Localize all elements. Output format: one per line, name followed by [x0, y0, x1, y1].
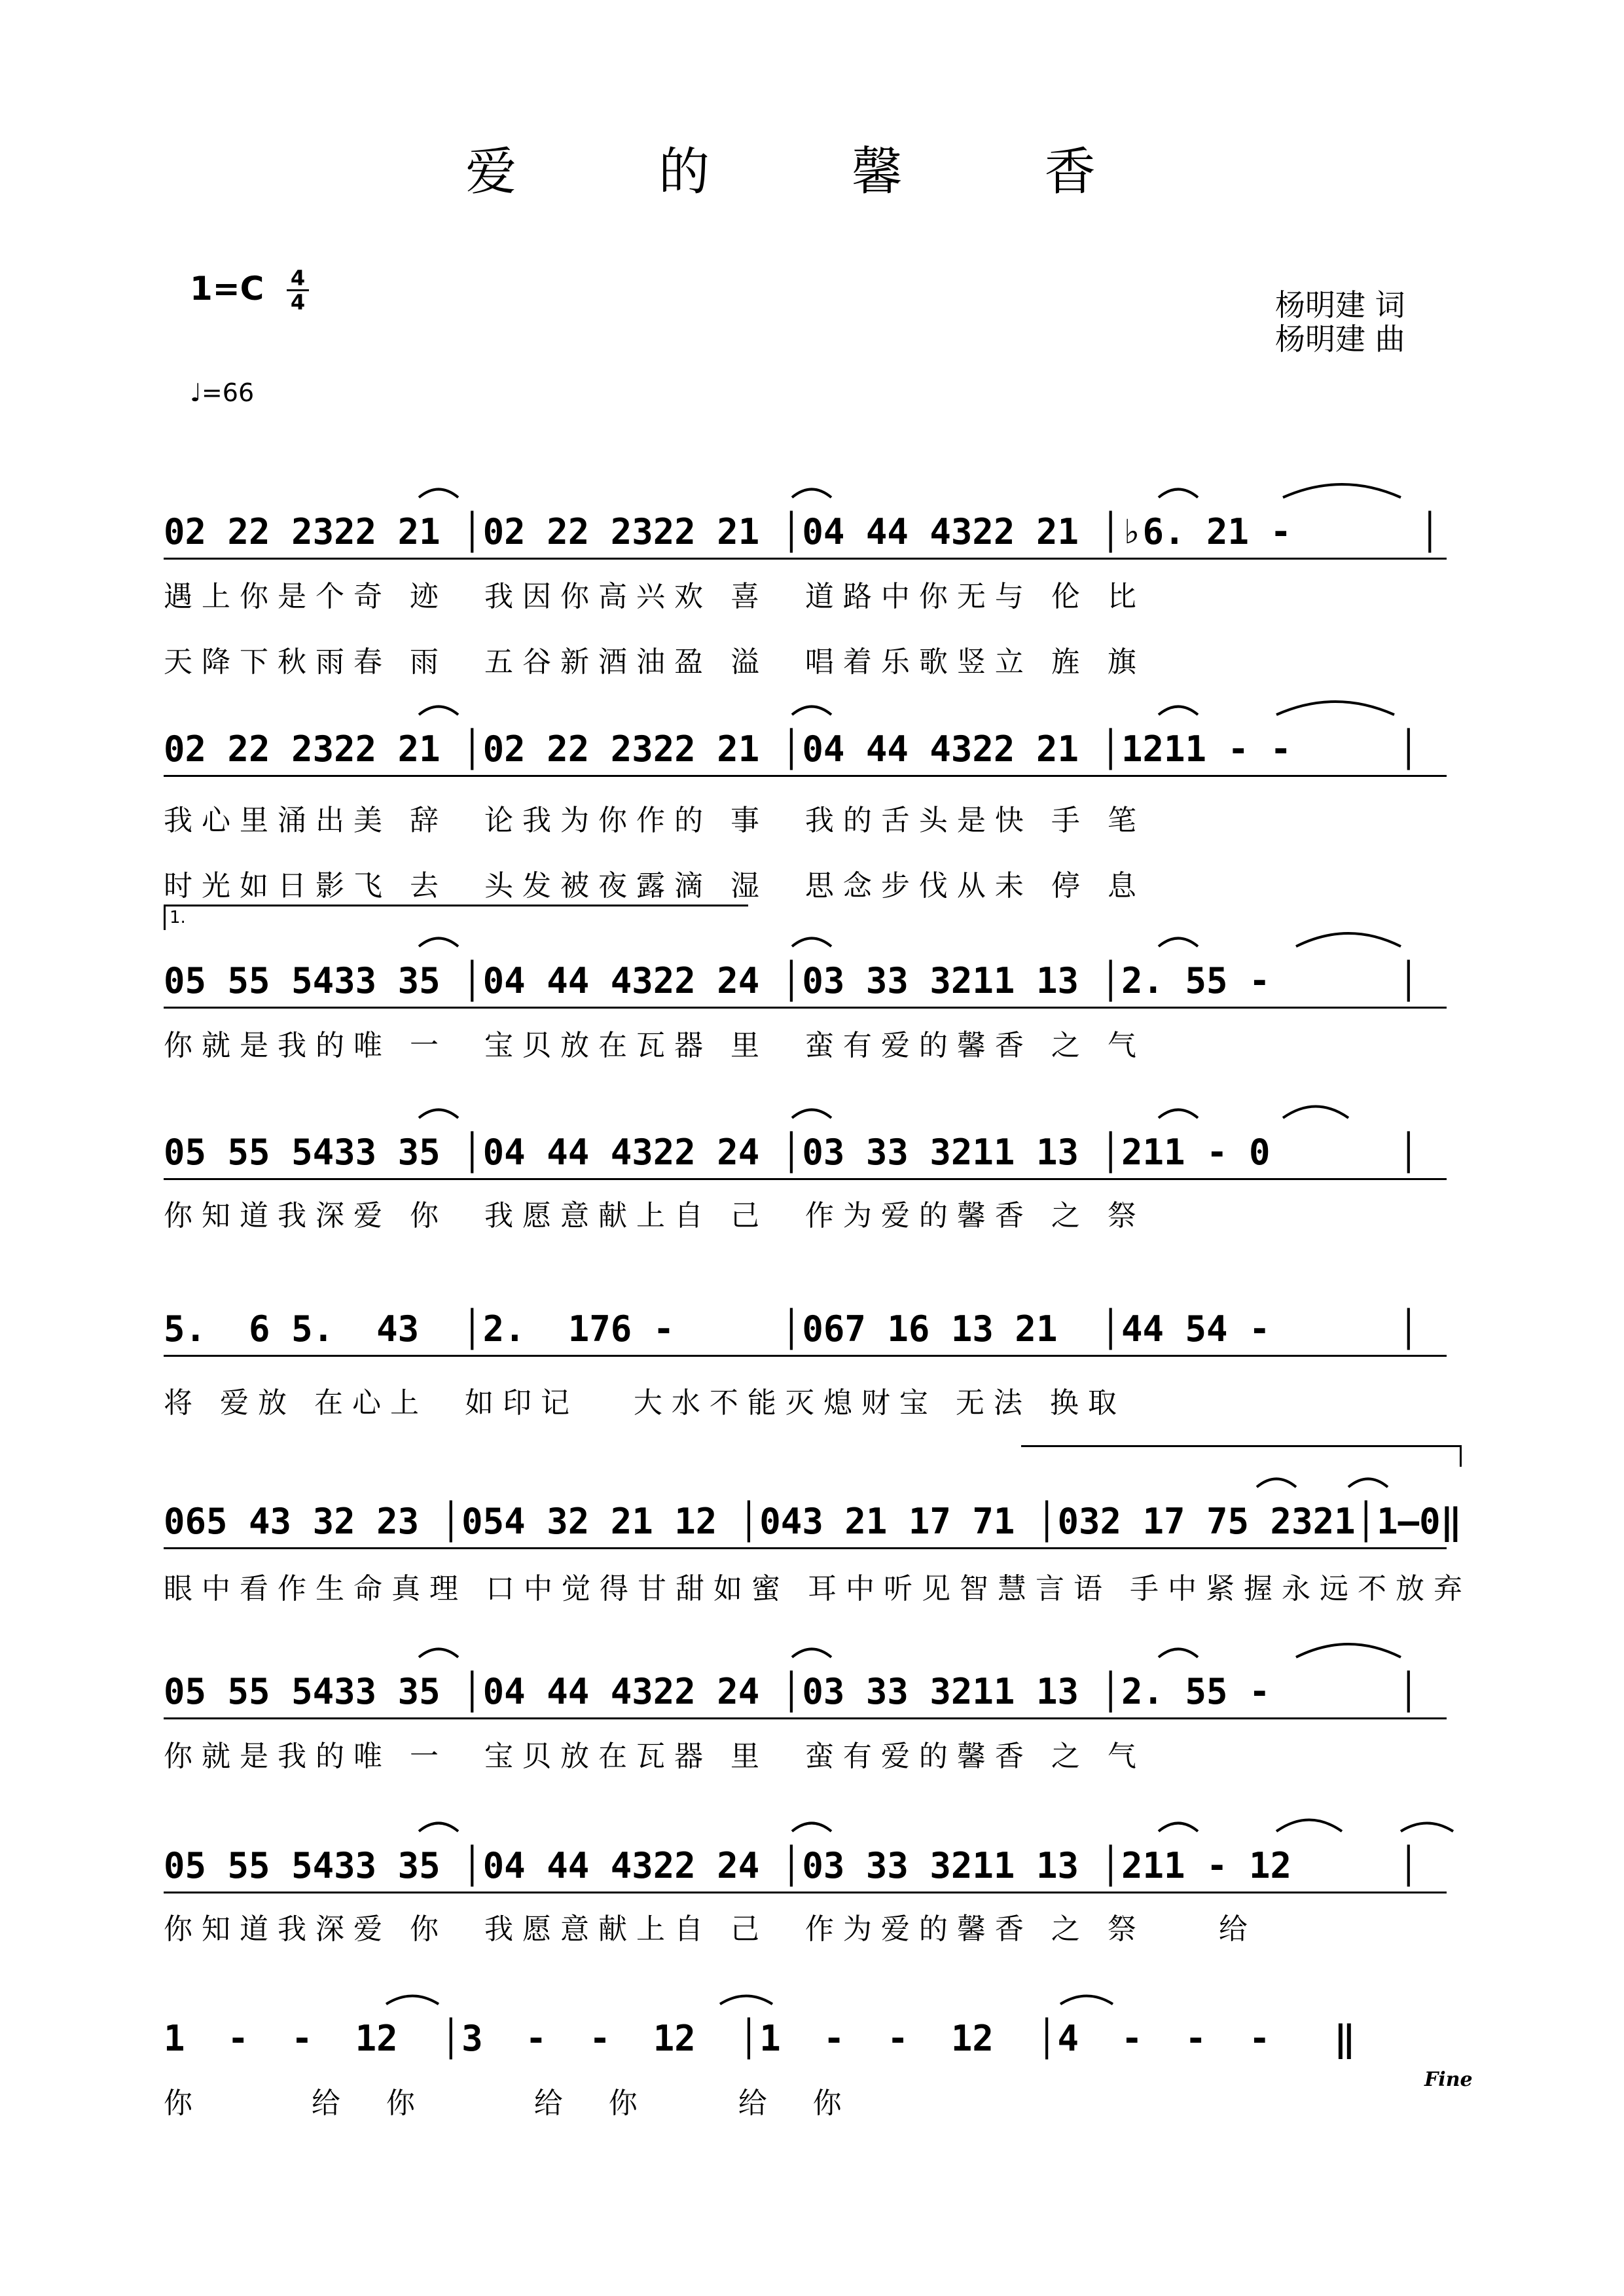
- lyric-line-1a: 遇上你是个奇 迹 我因你高兴欢 喜 道路中你无与 伦 比: [164, 580, 1146, 613]
- slur-arc: [1348, 1479, 1388, 1488]
- slur-arc: [419, 939, 458, 947]
- score-line-5: 5. 6 5. 43 │2. 176 - │067 16 13 21 │44 54 - │: [164, 1308, 1420, 1350]
- lyric-line-1b: 天降下秋雨春 雨 五谷新酒油盈 溢 唱着乐歌竖立 旌 旗: [164, 645, 1146, 679]
- lyric-line-2a: 我心里涌出美 辞 论我为你作的 事 我的舌头是快 手 笔: [164, 804, 1146, 837]
- composer-credit: 杨明建 曲: [1275, 321, 1405, 357]
- slur-arc: [792, 707, 831, 715]
- beam-line-3: [164, 1007, 1447, 1009]
- tempo-marking: ♩=66: [190, 378, 255, 407]
- beam-line-8: [164, 1892, 1447, 1893]
- score-line-1: 02 22 2322 21 │02 22 2322 21 │04 44 4322 21 │♭6. 21 - │: [164, 511, 1441, 552]
- fine-marking: Fine: [1424, 2068, 1473, 2091]
- beam-line-2: [164, 775, 1447, 777]
- lyric-line-9: 你 给 你 给 你 给 你: [164, 2087, 851, 2120]
- slur-arc: [1296, 933, 1401, 946]
- score-line-3: 05 55 5433 35 │04 44 4322 24 │03 33 3211 13 │2. 55 - │: [164, 960, 1420, 1001]
- lyric-line-2b: 时光如日影飞 去 头发被夜露滴 湿 思念步伐从未 停 息: [164, 869, 1146, 903]
- slur-arc: [1159, 490, 1198, 498]
- beam-line-7: [164, 1717, 1447, 1719]
- lyric-line-5: 将 爱放 在心上 如印记 大水不能灭熄财宝 无法 换取: [164, 1386, 1126, 1420]
- lyric-line-7: 你就是我的唯 一 宝贝放在瓦器 里 蛮有爱的馨香 之 气: [164, 1740, 1146, 1773]
- slur-arc: [792, 939, 831, 947]
- time-signature-top: 4: [290, 266, 306, 291]
- beam-line-5: [164, 1355, 1447, 1357]
- score-line-9: 1 - - 12 │3 - - 12 │1 - - 12 │4 - - - ‖: [164, 2018, 1356, 2059]
- slur-arc: [792, 1649, 831, 1658]
- score-line-8: 05 55 5433 35 │04 44 4322 24 │03 33 3211 13 │211 - 12 │: [164, 1845, 1420, 1886]
- beam-line-1: [164, 558, 1447, 560]
- lyric-line-8: 你知道我深爱 你 我愿意献上自 己 作为爱的馨香 之 祭 给: [164, 1912, 1257, 1946]
- score-line-7: 05 55 5433 35 │04 44 4322 24 │03 33 3211 13 │2. 55 - │: [164, 1671, 1420, 1712]
- slur-arc: [1276, 1820, 1342, 1832]
- lyricist-credit: 杨明建 词: [1275, 287, 1405, 323]
- slur-arc: [419, 1110, 458, 1119]
- slur-arc: [1296, 1644, 1401, 1657]
- slur-arc: [386, 1996, 439, 2005]
- beam-line-4: [164, 1178, 1447, 1180]
- first-ending-bracket: [164, 905, 748, 930]
- lyric-line-3: 你就是我的唯 一 宝贝放在瓦器 里 蛮有爱的馨香 之 气: [164, 1029, 1146, 1062]
- score-line-2: 02 22 2322 21 │02 22 2322 21 │04 44 4322 21 │1211 - - │: [164, 728, 1420, 770]
- slur-arc: [419, 1649, 458, 1658]
- slur-arc: [792, 490, 831, 498]
- lyric-line-6: 眼中看作生命真理 口中觉得甘甜如蜜 耳中听见智慧言语 手中紧握永远不放弃: [164, 1572, 1471, 1605]
- ending-bracket: [1021, 1445, 1462, 1467]
- slur-arc: [1257, 1479, 1296, 1488]
- slur-arc: [1276, 702, 1394, 715]
- slur-arc: [1283, 484, 1401, 497]
- beam-line-6: [164, 1547, 1447, 1549]
- lyric-line-4: 你知道我深爱 你 我愿意献上自 己 作为爱的馨香 之 祭: [164, 1199, 1146, 1232]
- page-title: 爱 的 馨 香: [465, 143, 1159, 202]
- slur-arc: [1283, 1107, 1348, 1119]
- score-line-4: 05 55 5433 35 │04 44 4322 24 │03 33 3211 13 │211 - 0 │: [164, 1132, 1420, 1173]
- slur-arc: [419, 1823, 458, 1832]
- score-line-6: 065 43 32 23 │054 32 21 12 │043 21 17 71 │032 17 75 2321│1—0‖: [164, 1501, 1462, 1542]
- slur-arc: [1401, 1823, 1453, 1832]
- slur-arc: [419, 490, 458, 498]
- volta-label: 1.: [170, 908, 186, 927]
- slur-arc: [1159, 1110, 1198, 1119]
- time-signature-bottom: 4: [290, 290, 306, 315]
- key-signature: 1=C: [190, 270, 264, 308]
- slur-arc: [1159, 1649, 1198, 1658]
- slur-arc: [792, 1110, 831, 1119]
- time-signature: [287, 267, 309, 314]
- slur-arc: [1060, 1996, 1113, 2005]
- slur-arc: [1159, 707, 1198, 715]
- slur-arc: [792, 1823, 831, 1832]
- slur-arc: [1159, 939, 1198, 947]
- slur-arc: [1159, 1823, 1198, 1832]
- slur-arc: [419, 707, 458, 715]
- slur-arc: [720, 1996, 772, 2005]
